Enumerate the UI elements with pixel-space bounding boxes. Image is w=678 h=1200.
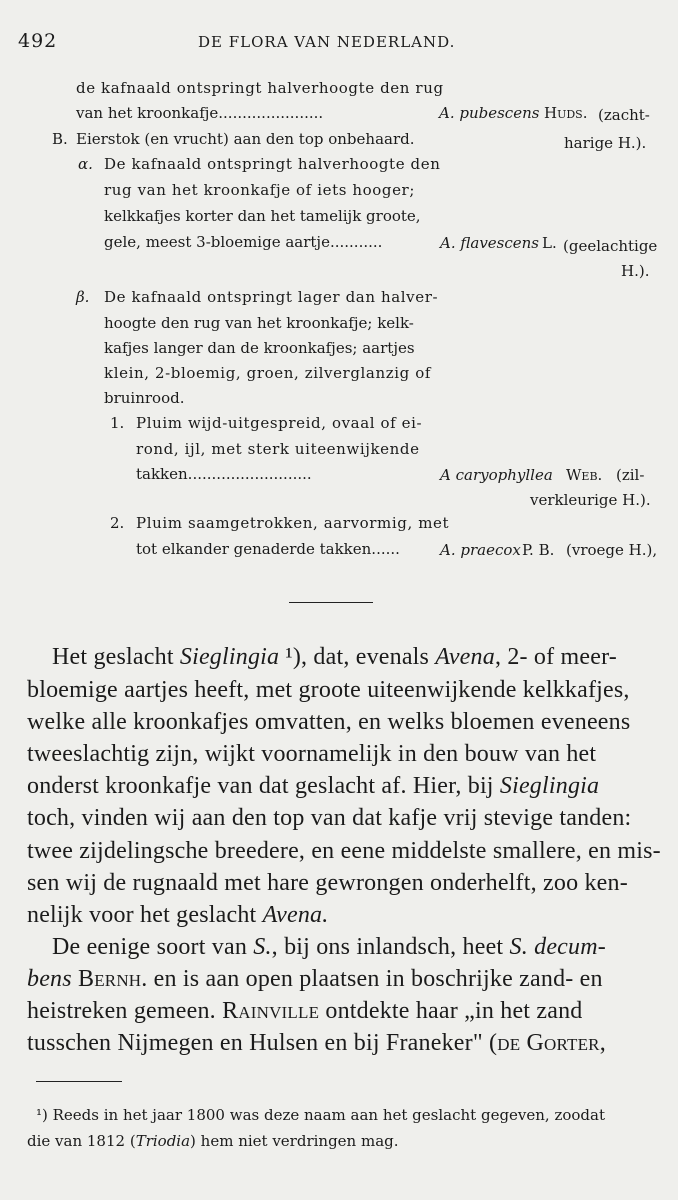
genus-name: Sieglingia: [179, 644, 280, 670]
species-author: P. B.: [522, 541, 555, 559]
text-run: nelijk voor het geslacht: [27, 902, 263, 928]
key-marker: 2.: [110, 514, 125, 532]
body-line: [27, 773, 599, 800]
key-line: hoogte den rug van het kroonkafje; kelk-: [104, 314, 414, 332]
species-author: Web.: [566, 466, 603, 484]
key-line: gele, meest 3-bloemige aartje...........: [104, 233, 383, 251]
key-line: kafjes langer dan de kroonkafjes; aartjes: [104, 339, 415, 357]
key-line: klein, 2-bloemig, groen, zilverglanzig of: [104, 364, 431, 382]
key-marker: α.: [78, 155, 93, 173]
text-run: tusschen Nijmegen en Hulsen en bij Franeker" (: [27, 1030, 498, 1056]
key-line: rug van het kroonkafje of iets hooger;: [104, 181, 415, 199]
common-name: (zacht-: [598, 106, 650, 124]
text-run: ontdekte haar „in het zand: [319, 998, 583, 1024]
body-line: [27, 902, 328, 929]
text-run: , 2- of meer-: [494, 644, 617, 670]
key-line: De kafnaald ontspringt lager dan halver-: [104, 288, 439, 306]
body-line: toch, vinden wij aan den top van dat kafje vrij stevige tanden:: [27, 805, 632, 831]
body-line: bloemige aartjes heeft, met groote uiteenwijkende kelkkafjes,: [27, 677, 630, 703]
section-divider: [289, 602, 373, 603]
body-line: [52, 934, 606, 961]
genus-name: Avena: [435, 644, 495, 670]
key-line: Pluim wijd-uitgespreid, ovaal of ei-: [136, 414, 423, 432]
species-name: A. praecox: [440, 541, 521, 559]
footnote-line: ¹) Reeds in het jaar 1800 was deze naam aan het geslacht gegeven, zoodat: [36, 1106, 606, 1124]
running-title: DE FLORA VAN NEDERLAND.: [198, 33, 456, 51]
page-number: 492: [18, 30, 58, 52]
body-line: [27, 966, 603, 993]
body-line: [27, 998, 582, 1025]
species-author: L.: [542, 234, 557, 252]
species-name: S. decum-: [509, 934, 606, 960]
author-name: Rainville: [222, 998, 320, 1024]
key-marker: B.: [52, 130, 68, 148]
body-line: [27, 1030, 606, 1057]
author-name: de Gorter,: [497, 1030, 606, 1056]
text-run: onderst kroonkafje van dat geslacht af. Hier, bij: [27, 773, 500, 799]
key-line: Pluim saamgetrokken, aarvormig, met: [136, 514, 450, 532]
key-line: rond, ijl, met sterk uiteenwijkende: [136, 440, 420, 458]
common-name: (vroege H.),: [566, 541, 658, 559]
key-line: bruinrood.: [104, 389, 185, 407]
footnote-line: [27, 1132, 399, 1150]
genus-name: Avena.: [262, 902, 329, 928]
key-marker: 1.: [110, 414, 125, 432]
key-line: Eierstok (en vrucht) aan den top onbehaard.: [76, 130, 415, 148]
species-name: A caryophyllea: [440, 466, 553, 484]
species-name: A. pubescens: [439, 104, 540, 122]
body-line: [52, 644, 617, 671]
body-line: tweeslachtig zijn, wijkt voornamelijk in den bouw van het: [27, 741, 597, 767]
species-name: A. flavescens: [440, 234, 540, 252]
key-line: takken..........................: [136, 465, 312, 483]
common-name: verkleurige H.).: [530, 491, 651, 509]
text-run: Het geslacht: [52, 644, 180, 670]
common-name: (geelachtige: [563, 237, 658, 255]
body-line: welke alle kroonkafjes omvatten, en welks bloemen eveneens: [27, 709, 631, 735]
key-marker: β.: [76, 288, 90, 306]
species-author: Huds.: [544, 104, 588, 122]
species-name: bens: [27, 966, 72, 992]
text-run: ) hem niet verdringen mag.: [190, 1132, 399, 1150]
genus-name: S.: [253, 934, 272, 960]
text-run: en is aan open plaatsen in boschrijke zand- en: [147, 966, 603, 992]
common-name: (zil-: [616, 466, 645, 484]
key-line: de kafnaald ontspringt halverhoogte den rug: [76, 79, 444, 97]
key-line: De kafnaald ontspringt halverhoogte den: [104, 155, 441, 173]
genus-name: Sieglingia: [499, 773, 600, 799]
key-line: van het kroonkafje......................: [76, 104, 324, 122]
body-line: sen wij de rugnaald met hare gewrongen onderhelft, zoo ken-: [27, 870, 628, 896]
text-run: De eenige soort van: [52, 934, 254, 960]
text-run: heistreken gemeen.: [27, 998, 223, 1024]
key-line: kelkkafjes korter dan het tamelijk groote,: [104, 207, 421, 225]
footnote-rule: [36, 1081, 122, 1082]
author-name: Bernh.: [71, 966, 148, 992]
text-run: ¹), dat, evenals: [279, 644, 436, 670]
body-line: twee zijdelingsche breedere, en eene middelste smallere, en mis-: [27, 838, 661, 864]
common-name: H.).: [621, 262, 650, 280]
common-name: harige H.).: [564, 134, 647, 152]
key-line: tot elkander genaderde takken......: [136, 540, 400, 558]
text-run: , bij ons inlandsch, heet: [271, 934, 510, 960]
genus-name: Triodia: [135, 1132, 191, 1150]
text-run: die van 1812 (: [27, 1132, 136, 1150]
